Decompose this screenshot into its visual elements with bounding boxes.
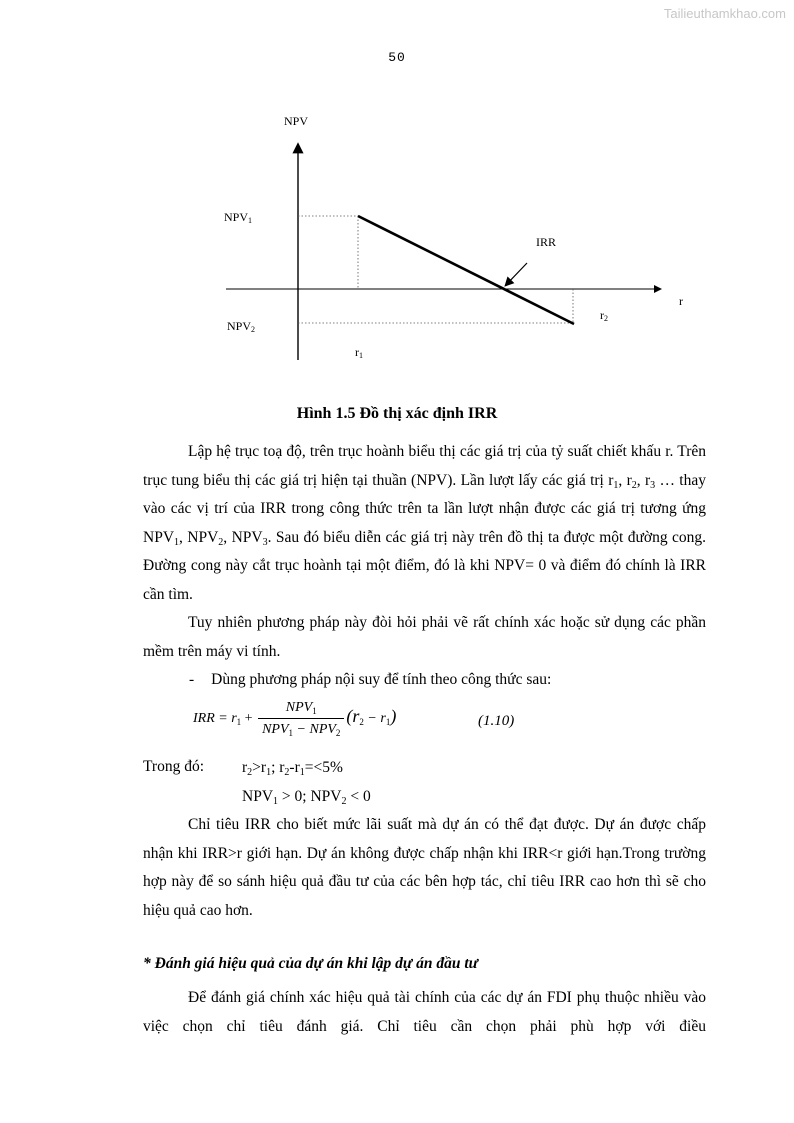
formula-number: (1.10) xyxy=(478,713,515,729)
npv2-label: $NPV_2$ xyxy=(227,319,256,334)
paragraph-accuracy: Tuy nhiên phương pháp này đòi hỏi phải vẽ rất chính xác hoặc sử dụng các phần mềm trên máy vi tính. xyxy=(143,614,706,660)
irr-formula: IRR = $r_1$ + $\frac{NPV_1}{NPV_1 - NPV_2}$ $(r_2 - r_1)$ xyxy=(193,700,397,738)
watermark: Tailieuthamkhao.com xyxy=(663,6,786,21)
body-text-3 xyxy=(143,984,706,1041)
body-text-2 xyxy=(143,811,706,925)
figure-caption: Hình 1.5 Đồ thị xác định IRR xyxy=(296,405,498,422)
npv-line xyxy=(358,216,574,324)
page-number: 50 xyxy=(388,50,406,65)
paragraph-method: Lập hệ trục toạ độ, trên trục hoành biểu thị các giá trị của tỷ suất chiết khấu r. Trên trục tung biểu thị các giá trị hiện tại thuần (NPV). Lần lượt lấy các giá trị $r_1$, $r_2$, $r_3$ … thay vào các vị trí của IRR trong công thức trên ta lần lượt nhận được các giá trị tương ứng $NPV_1$, $NPV_2$, $NPV_3$. Sau đó biểu diễn các giá trị này trên đồ thị ta được một đường cong. Đường cong này cắt trục hoành tại một điểm, đó là khi NPV= 0 và điểm đó chính là IRR cần tìm. xyxy=(143,443,706,603)
irr-label: IRR xyxy=(536,235,557,249)
r1-label: $r_1$ xyxy=(355,345,363,360)
condition-2: $NPV_1 > 0$; $NPV_2 < 0$ xyxy=(242,788,371,807)
paragraph-irr-meaning: Chỉ tiêu IRR cho biết mức lãi suất mà dự án có thể đạt được. Dự án được chấp nhận khi IRR>r giới hạn. Dự án không được chấp nhận khi IRR<r giới hạn.Trong trường hợp này để so sánh hiệu quả đầu tư của các bên hợp tác, chỉ tiêu IRR cao hơn thì sẽ cho hiệu quả cao hơn. xyxy=(143,816,706,919)
where-label: Trong đó: xyxy=(143,758,205,775)
body-text-1 xyxy=(143,438,706,695)
irr-arrow xyxy=(506,263,527,285)
condition-1: $r_2>r_1$; $r_2-r_1=<5\%$ xyxy=(242,759,343,778)
npv1-label: $NPV_1$ xyxy=(224,210,253,225)
formula-fraction: $\frac{NPV_1}{NPV_1 - NPV_2}$ xyxy=(258,700,344,738)
paragraph-evaluation: Để đánh giá chính xác hiệu quả tài chính của các dự án FDI phụ thuộc nhiều vào việc chọn chỉ tiêu đánh giá. Chỉ tiêu cần chọn phải phù hợp với điều xyxy=(143,989,706,1035)
axis-x-label: r xyxy=(679,294,683,308)
bullet-interpolation: - Dùng phương pháp nội suy để tính theo công thức sau: xyxy=(189,671,552,688)
section-heading: * Đánh giá hiệu quả của dự án khi lập dự án đầu tư xyxy=(143,955,478,972)
r2-label: $r_2$ xyxy=(600,308,608,323)
irr-chart xyxy=(0,0,794,400)
axis-y-label: NPV xyxy=(284,114,309,128)
